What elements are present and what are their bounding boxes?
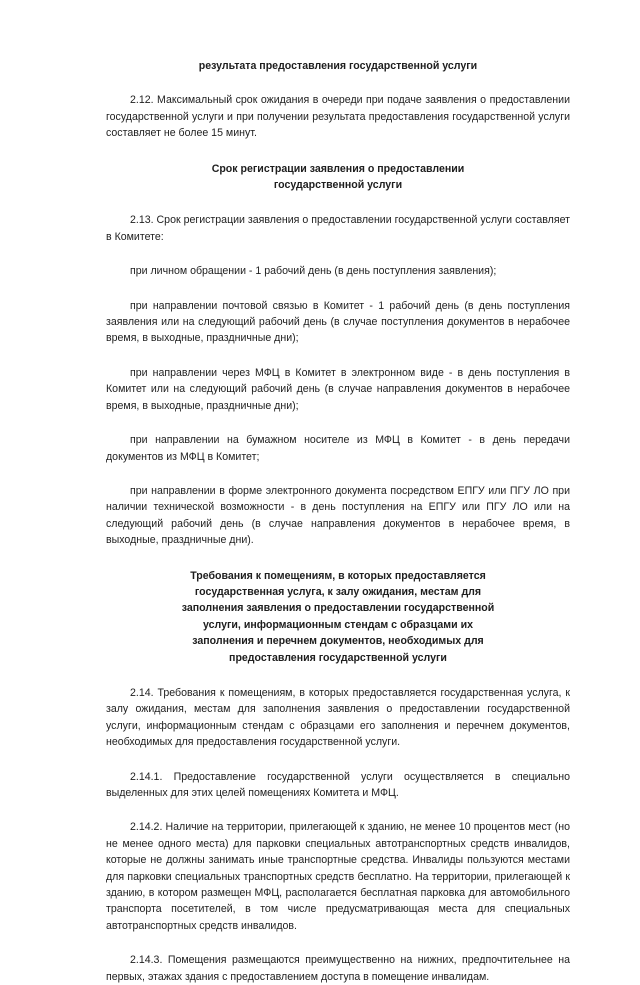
paragraph-personal-visit: при личном обращении - 1 рабочий день (в день поступления заявления);	[130, 265, 497, 278]
document-body	[106, 58, 570, 985]
paragraph-epgu: при направлении в форме электронного документа посредством ЕПГУ или ПГУ ЛО при наличии технической возможности - в день поступления на ЕПГУ или ПГУ ЛО или на следующий рабочий день (в случае направления документов в нерабочее время, в выходные, праздничные дни).	[106, 484, 570, 547]
section-heading: результата предоставления государственной услуги	[198, 60, 478, 72]
paragraph-2-14: 2.14. Требования к помещениям, в которых предоставляется государственная услуга, к залу ожидания, местам для заполнения заявления о предоставлении государственной услуги, информационным стендам с образцами его заполнения и перечнем документов, необходимых для предоставления государственной услуги.	[106, 686, 570, 749]
section-heading-premises: Требования к помещениям, в которых предоставляется государственная услуга, к залу ожидания, местам для заполнения заявления о предоставлении государственной услуги, информационным стендам с образцами их заполнения и перечнем документов, необходимых для предоставления государственной услуги	[181, 569, 495, 664]
paragraph-mfc-electronic: при направлении через МФЦ в Комитет в электронном виде - в день поступления в Комитет или на следующий рабочий день (в случае направления документов в нерабочее время, в выходные, праздничные дни);	[106, 366, 570, 412]
paragraph-postal: при направлении почтовой связью в Комитет - 1 рабочий день (в день поступления заявления или на следующий рабочий день (в случае поступления документов в нерабочее время, в выходные, праздничные дни);	[106, 299, 570, 345]
paragraph-2-14-3: 2.14.3. Помещения размещаются преимущественно на нижних, предпочтительнее на первых, этажах здания с предоставлением доступа в помещение инвалидам.	[106, 954, 570, 983]
paragraph-2-13: 2.13. Срок регистрации заявления о предоставлении государственной услуги составляет в Комитете:	[106, 214, 570, 243]
paragraph-2-14-2: 2.14.2. Наличие на территории, прилегающей к зданию, не менее 10 процентов мест (но не менее одного места) для парковки специальных автотранспортных средств инвалидов, которые не должны занимать иные транспортные средства. Инвалиды пользуются местами для парковки специальных транспортных средств бесплатно. На территории, прилегающей к зданию, в котором размещен МФЦ, располагается бесплатная парковка для автомобильного транспорта посетителей, в том числе предусматривающая места для специальных автотранспортных средств инвалидов.	[106, 821, 570, 932]
paragraph-2-14-1: 2.14.1. Предоставление государственной услуги осуществляется в специально выделенных для этих целей помещениях Комитета и МФЦ.	[106, 770, 570, 799]
section-heading-registration: Срок регистрации заявления о предоставлении государственной услуги	[211, 162, 465, 192]
paragraph-mfc-paper: при направлении на бумажном носителе из МФЦ в Комитет - в день передачи документов из МФЦ в Комитет;	[106, 434, 570, 463]
paragraph-2-12: 2.12. Максимальный срок ожидания в очереди при подаче заявления о предоставлении государственной услуги и при получении результата предоставления государственной услуги составляет не более 15 минут.	[106, 94, 570, 140]
